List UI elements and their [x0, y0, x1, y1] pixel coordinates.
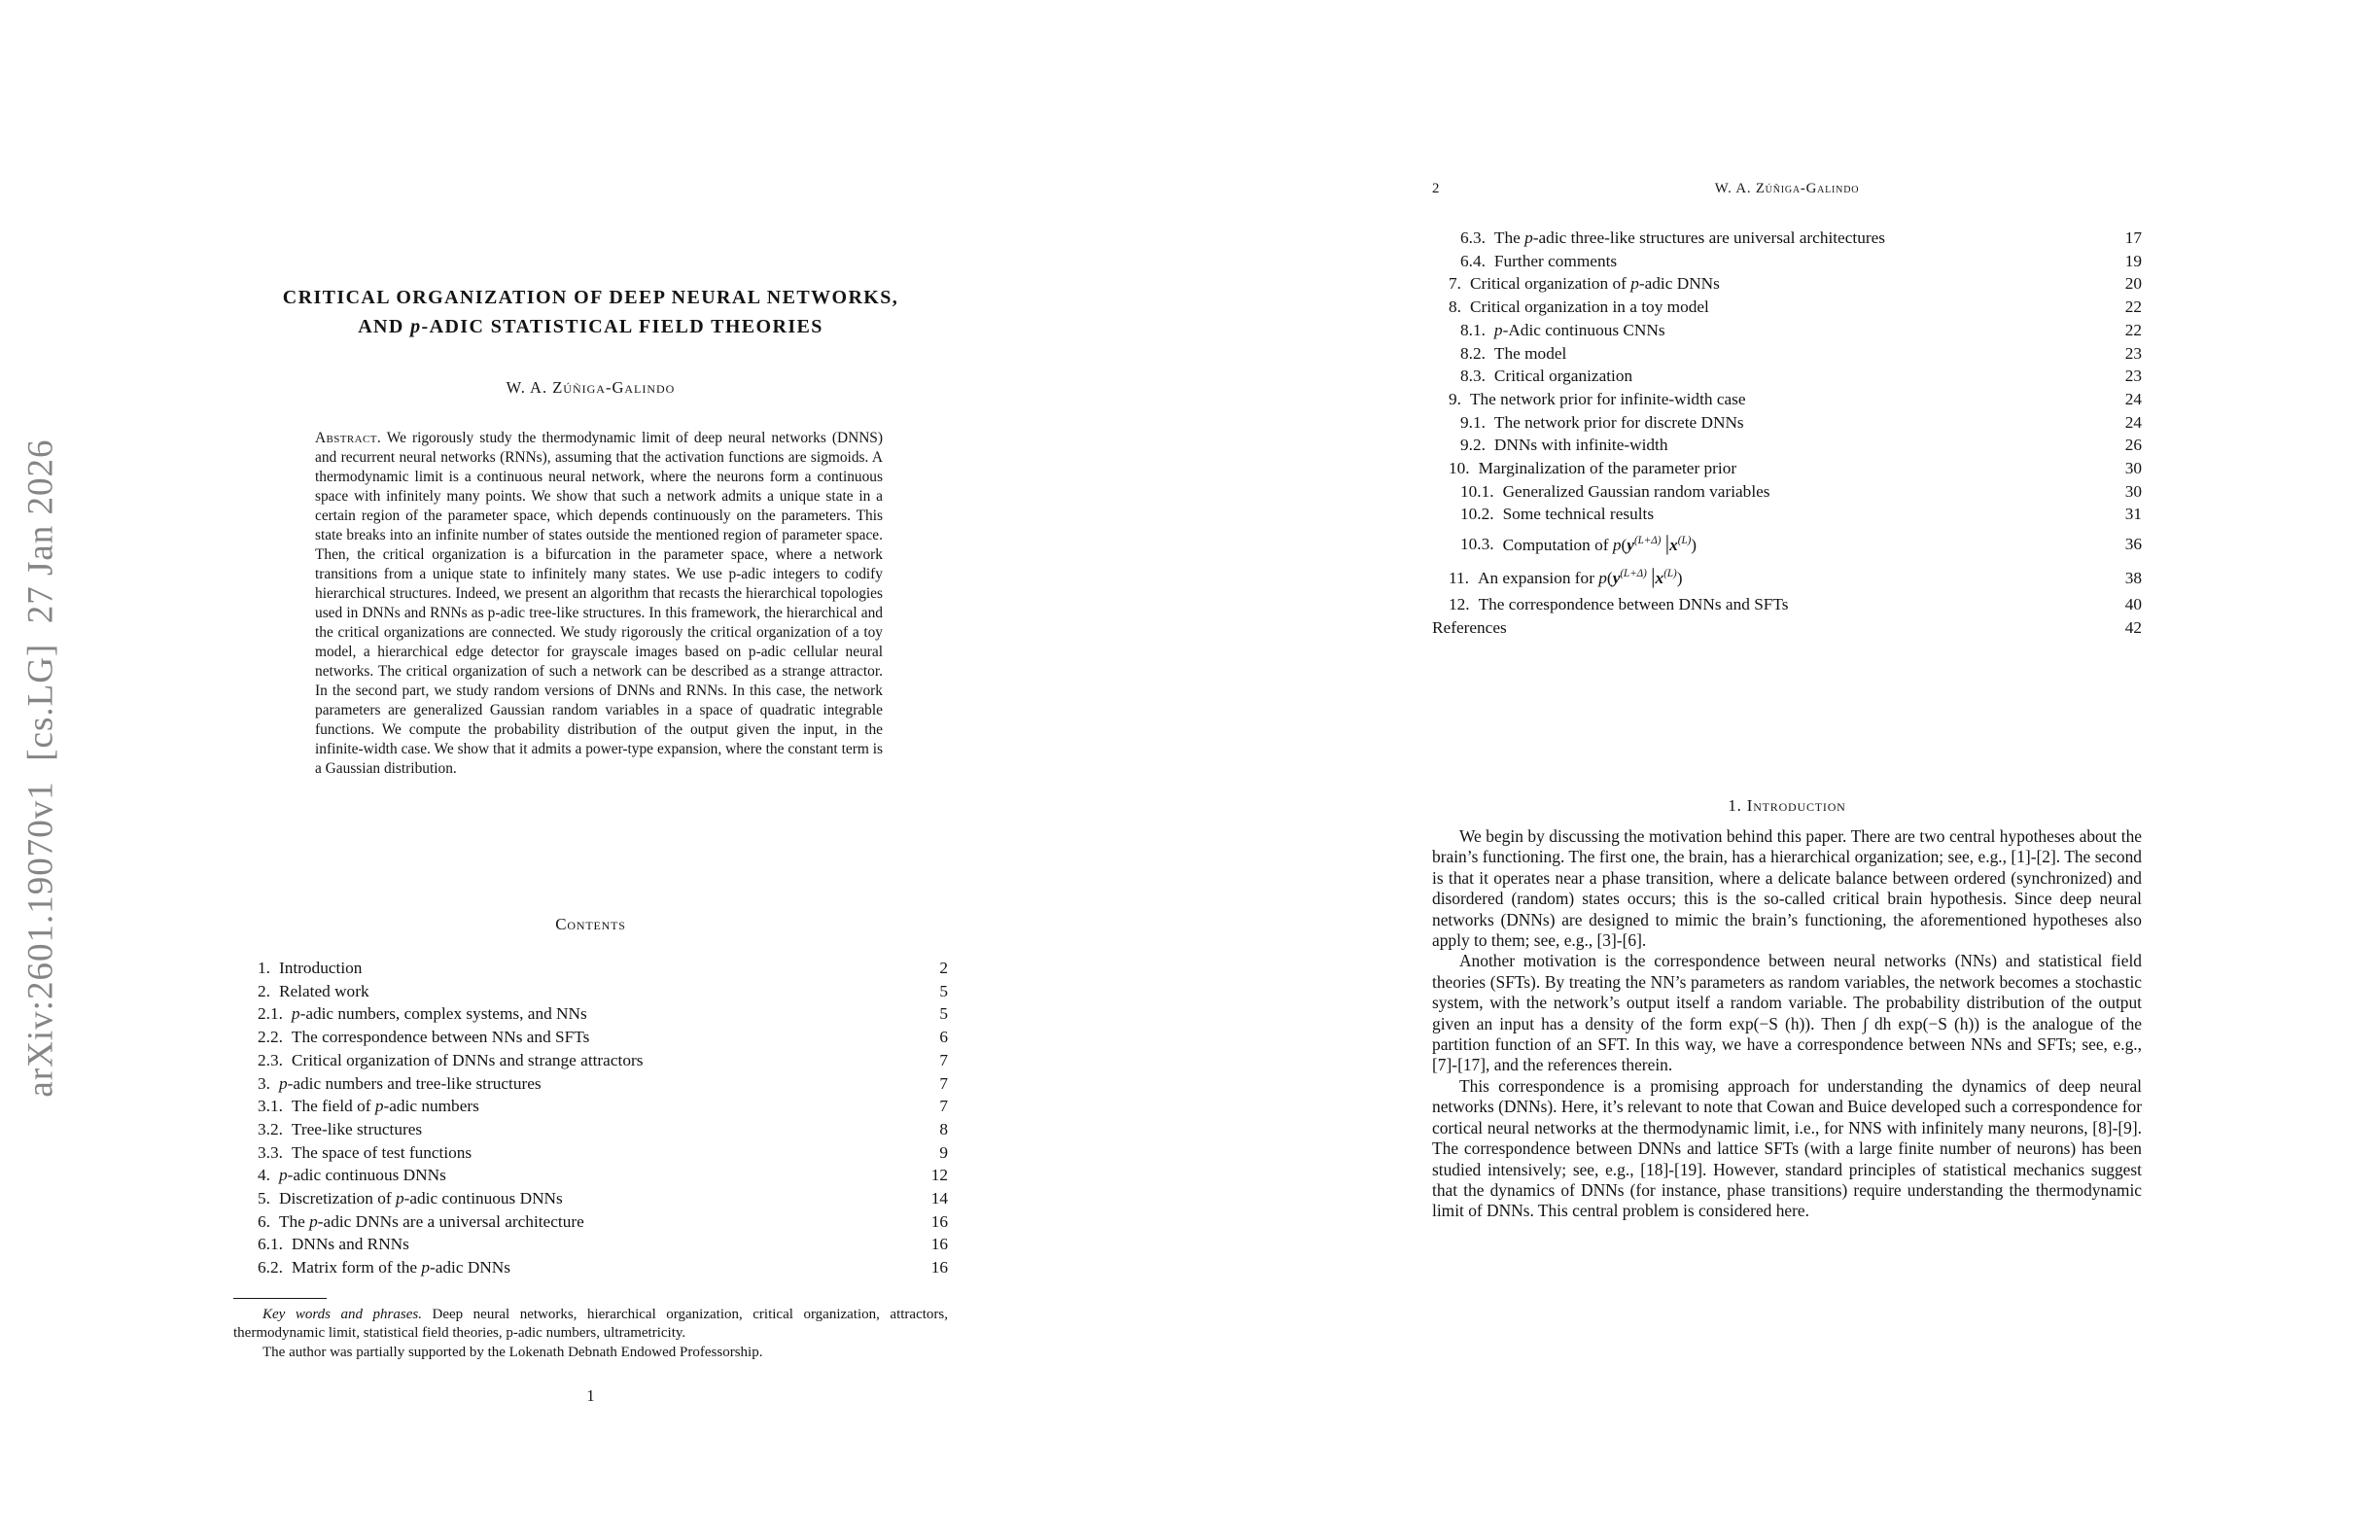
toc-row[interactable] — [1432, 250, 2142, 273]
author-name: W. A. Zúñiga-Galindo — [506, 378, 676, 397]
page-number-1: 1 — [586, 1386, 595, 1405]
toc-entry-page: 5 — [939, 1004, 948, 1024]
toc-row[interactable] — [233, 1072, 948, 1096]
contents-heading: Contents — [555, 915, 626, 933]
toc-entry-page: 19 — [2124, 251, 2142, 270]
toc-entry-number: 2.2. — [258, 1028, 283, 1047]
support-acknowledgement: The author was partially supported by the Lokenath Debnath Endowed Professorship. — [262, 1344, 763, 1360]
toc-entry-page: 22 — [2124, 298, 2142, 317]
toc-row[interactable] — [1432, 411, 2142, 435]
toc-entry-number: 2.3. — [258, 1050, 283, 1069]
toc-row[interactable] — [1432, 503, 2142, 526]
toc-entry-number: 1. — [258, 959, 270, 977]
toc-entry-page: 7 — [939, 1097, 948, 1116]
toc-entry-number: 6.2. — [258, 1258, 283, 1278]
running-title: W. A. Zúñiga-Galindo — [1714, 181, 1860, 196]
toc-entry-number: 3.3. — [258, 1142, 283, 1162]
toc-row[interactable] — [1432, 296, 2142, 319]
toc-row[interactable] — [233, 1118, 948, 1141]
toc-entry-number: 8.1. — [1460, 320, 1486, 339]
toc-entry-label: p-adic continuous DNNs — [278, 1166, 446, 1185]
toc-entry-label: Generalized Gaussian random variables — [1502, 481, 1770, 501]
toc-entry-label: DNNs with infinite-width — [1493, 436, 1668, 455]
running-header — [1432, 181, 2142, 197]
toc-row[interactable] — [233, 1095, 948, 1118]
toc-entry-number: 3. — [258, 1073, 270, 1093]
toc-entry-page: 7 — [939, 1073, 948, 1093]
toc-entry-number: 9.1. — [1460, 412, 1486, 432]
toc-entry-label: Critical organization of DNNs and strange attractors — [291, 1050, 644, 1069]
toc-entry-page: 23 — [2124, 343, 2142, 363]
toc-entry-page: 30 — [2124, 481, 2142, 501]
toc-entry-number: 3.1. — [258, 1097, 283, 1116]
toc-entry-page: 14 — [930, 1189, 948, 1208]
page-number-2: 2 — [1432, 181, 1440, 196]
toc-entry-page: 31 — [2124, 505, 2142, 524]
toc-row[interactable] — [233, 1256, 948, 1279]
toc-entry-number: 8.3. — [1460, 367, 1486, 386]
abstract — [315, 429, 883, 779]
toc-entry-page: 24 — [2124, 412, 2142, 432]
toc-row[interactable] — [1432, 560, 2142, 593]
toc-entry-label: Matrix form of the p-adic DNNs — [291, 1258, 511, 1278]
toc-entry-label: Critical organization — [1493, 367, 1633, 386]
toc-entry-number: 6.1. — [258, 1235, 283, 1254]
abstract-text: We rigorously study the thermodynamic limit of deep neural networks (DNNS) and recurrent neural networks (RNNs), assuming that the activation functions are sigmoids. A thermodynamic limit is a continuous neural network, where the neurons form a continuous space with infinitely many points. We show that such a network admits a unique state in a certain region of the parameter space, which depends continuously on the parameters. This state breaks into an infinite number of states outside the mentioned region of parameter space. Then, the critical organization is a bifurcation in the parameter space, where a network transitions from a unique state to infinitely many states. We use p-adic integers to codify hierarchical structures. Indeed, we present an algorithm that recasts the hierarchical topologies used in DNNs and RNNs as p-adic tree-like structures. In this framework, the hierarchical and the critical organizations are connected. We study rigorously the critical organization of a toy model, a hierarchical edge detector for grayscale images based on p-adic cellular neural networks. The critical organization of such a network can be described as a strange attractor. In the second part, we study random versions of DNNs and RNNs. In this case, the network parameters are generalized Gaussian random variables in a space of quadratic integrable functions. We compute the probability distribution of the output given the input, in the infinite-width case. We show that it admits a power-type expansion, where the constant term is a Gaussian distribution. — [315, 430, 883, 777]
toc-entry-page: 17 — [2124, 228, 2142, 247]
toc-row[interactable] — [1432, 388, 2142, 411]
toc-entry-page: 22 — [2124, 320, 2142, 339]
keywords-label: Key words and phrases. — [262, 1307, 422, 1322]
body-paragraph: We begin by discussing the motivation behind this paper. There are two central hypotheses about the brain’s functioning. The first one, the brain, has a hierarchical organization; see, e.g., [1]-[2]. The second is that it operates near a phase transition, where a delicate balance between ordered (synchronized) and disordered (random) states occurs; this is the so-called critical brain hypothesis. Since deep neural networks (DNNs) are designed to mimic the brain’s functioning, the aforementioned hypotheses also apply to them; see, e.g., [3]-[6]. — [1432, 826, 2142, 951]
toc-entry-page: 5 — [939, 981, 948, 1000]
toc-entry-number: 6.3. — [1460, 228, 1486, 247]
toc-entry-label: The p-adic DNNs are a universal architecture — [278, 1211, 584, 1231]
toc-row[interactable] — [233, 1210, 948, 1234]
footnote-block — [233, 1306, 948, 1362]
toc-entry-number: 6.4. — [1460, 251, 1486, 270]
page-2 — [1432, 0, 2142, 1221]
introduction-body — [1432, 826, 2142, 1222]
toc-row[interactable] — [1432, 480, 2142, 504]
toc-entry-label: The space of test functions — [291, 1142, 472, 1162]
toc-entry-label: Tree-like structures — [291, 1119, 423, 1138]
toc-entry-number: 2. — [258, 981, 270, 1000]
section-heading-introduction: 1. Introduction — [1728, 796, 1846, 815]
toc-entry-number: 2.1. — [258, 1004, 283, 1024]
toc-entry-label: Discretization of p-adic continuous DNNs — [278, 1189, 563, 1208]
toc-entry-page: 24 — [2124, 389, 2142, 408]
toc-entry-label: Marginalization of the parameter prior — [1478, 459, 1737, 478]
toc-entry-number: 10.2. — [1460, 505, 1494, 524]
toc-entry-page: 26 — [2124, 436, 2142, 455]
paper-title-line-2: AND p-ADIC STATISTICAL FIELD THEORIES — [358, 316, 823, 337]
toc-entry-page: 8 — [939, 1119, 948, 1138]
toc-row[interactable] — [233, 957, 948, 980]
toc-row[interactable] — [1432, 616, 2142, 640]
footnote-rule — [233, 1298, 327, 1299]
toc-entry-label: The correspondence between NNs and SFTs — [291, 1028, 590, 1047]
toc-entry-number: 6. — [258, 1211, 270, 1231]
toc-entry-number: 9.2. — [1460, 436, 1486, 455]
toc-entry-page: 12 — [930, 1166, 948, 1185]
toc-entry-page: 16 — [930, 1211, 948, 1231]
toc-row[interactable] — [1432, 593, 2142, 616]
toc-entry-page: 6 — [939, 1028, 948, 1047]
toc-entry-page: 36 — [2124, 535, 2142, 554]
toc-entry-number: 11. — [1449, 568, 1469, 587]
toc-entry-number: 4. — [258, 1166, 270, 1185]
toc-entry-page: 2 — [939, 959, 948, 977]
toc-entry-number: 7. — [1449, 274, 1461, 294]
toc-entry-number: 8. — [1449, 298, 1461, 317]
toc-entry-label: Related work — [278, 981, 369, 1000]
toc-row[interactable] — [233, 1026, 948, 1049]
toc-row[interactable] — [1432, 272, 2142, 296]
toc-entry-number: 3.2. — [258, 1119, 283, 1138]
toc-entry-label: Computation of $p(y^{(L+\Delta)}$ $|x^{(L)}$) — [1502, 531, 1698, 555]
toc-entry-number: 8.2. — [1460, 343, 1486, 363]
toc-entry-number: 10. — [1449, 459, 1470, 478]
toc-row[interactable] — [233, 1049, 948, 1072]
toc-entry-page: 30 — [2124, 459, 2142, 478]
toc-row[interactable] — [233, 1164, 948, 1187]
toc-entry-page: 9 — [939, 1142, 948, 1162]
toc-entry-page: 40 — [2124, 595, 2142, 614]
toc-entry-label: The network prior for discrete DNNs — [1493, 412, 1744, 432]
table-of-contents-page2 — [1432, 227, 2142, 639]
arxiv-watermark: arXiv:2601.19070v1 [cs.LG] 27 Jan 2026 — [20, 438, 61, 1098]
toc-entry-label: An expansion for $p(y^{(L+\Delta)}$ $|x^{(L)}$) — [1477, 564, 1683, 588]
toc-entry-label: p-Adic continuous CNNs — [1493, 320, 1665, 339]
toc-entry-page: 7 — [939, 1050, 948, 1069]
toc-entry-number: 5. — [258, 1189, 270, 1208]
toc-entry-label: DNNs and RNNs — [291, 1235, 409, 1254]
toc-entry-label: Further comments — [1493, 251, 1618, 270]
toc-entry-page: 20 — [2124, 274, 2142, 294]
toc-row[interactable] — [233, 1233, 948, 1256]
toc-row[interactable] — [1432, 434, 2142, 457]
toc-entry-label: p-adic numbers and tree-like structures — [278, 1073, 542, 1093]
abstract-label: Abstract. — [315, 430, 382, 446]
toc-row[interactable] — [1432, 227, 2142, 250]
toc-entry-page: 16 — [930, 1235, 948, 1254]
toc-entry-number: 10.3. — [1460, 535, 1494, 554]
toc-row[interactable] — [233, 1141, 948, 1165]
toc-entry-label: p-adic numbers, complex systems, and NNs — [291, 1004, 587, 1024]
toc-row[interactable] — [233, 980, 948, 1003]
toc-entry-page: 38 — [2124, 568, 2142, 587]
toc-entry-number: 9. — [1449, 389, 1461, 408]
keywords-text: Deep neural networks, hierarchical organization, critical organization, attractors, thermodynamic limit, statistical field theories, p-adic numbers, ultrametricity. — [233, 1307, 948, 1342]
toc-entry-label: Critical organization in a toy model — [1469, 298, 1709, 317]
toc-entry-label: Some technical results — [1502, 505, 1655, 524]
toc-entry-label: Critical organization of p-adic DNNs — [1469, 274, 1720, 294]
toc-entry-label: Introduction — [278, 959, 363, 977]
toc-entry-number: 12. — [1449, 595, 1470, 614]
toc-row[interactable] — [1432, 319, 2142, 342]
toc-entry-label: The field of p-adic numbers — [291, 1097, 479, 1116]
toc-entry-number: 10.1. — [1460, 481, 1494, 501]
table-of-contents-page1 — [233, 957, 948, 1279]
toc-entry-page: 23 — [2124, 367, 2142, 386]
toc-row[interactable] — [233, 1187, 948, 1210]
toc-entry-label: The correspondence between DNNs and SFTs — [1478, 595, 1789, 614]
toc-entry-label: The p-adic three-like structures are universal architectures — [1493, 228, 1885, 247]
toc-row[interactable] — [1432, 342, 2142, 366]
toc-row[interactable] — [1432, 365, 2142, 388]
toc-row[interactable] — [1432, 457, 2142, 480]
toc-entry-page: 16 — [930, 1258, 948, 1278]
toc-entry-label: References — [1432, 617, 1507, 637]
paper-title-line-1: CRITICAL ORGANIZATION OF DEEP NEURAL NETWORKS, — [282, 287, 899, 308]
toc-row[interactable] — [1432, 526, 2142, 559]
toc-row[interactable] — [233, 1002, 948, 1026]
toc-entry-label: The network prior for infinite-width case — [1469, 389, 1746, 408]
body-paragraph: This correspondence is a promising approach for understanding the dynamics of deep neural networks (DNNs). Here, it’s relevant to note that Cowan and Buice developed such a correspondence for cortical neural networks at the thermodynamic limit, i.e., for NNS with infinitely many neurons, [8]-[9]. The correspondence between DNNs and lattice SFTs (with a large finite number of neurons) has been studied intensively; see, e.g., [18]-[19]. However, standard principles of statistical mechanics suggest that the dynamics of DNNs (for instance, phase transitions) require understanding the thermodynamic limit of DNNs. This central problem is considered here. — [1432, 1075, 2142, 1221]
keywords-line — [233, 1306, 948, 1344]
toc-entry-page: 42 — [2124, 617, 2142, 637]
toc-entry-label: The model — [1493, 343, 1567, 363]
body-paragraph: Another motivation is the correspondence between neural networks (NNs) and statistical field theories (SFTs). By treating the NN’s parameters as random variables, the network becomes a stochastic system, with the network’s output itself a random variable. The probability distribution of the output given an input has a density of the form exp(−S (h)). Then ∫ dh exp(−S (h)) is the analogue of the partition function of an SFT. In this way, we have a correspondence between NNs and SFTs; see, e.g., [7]-[17], and the references therein. — [1432, 951, 2142, 1075]
